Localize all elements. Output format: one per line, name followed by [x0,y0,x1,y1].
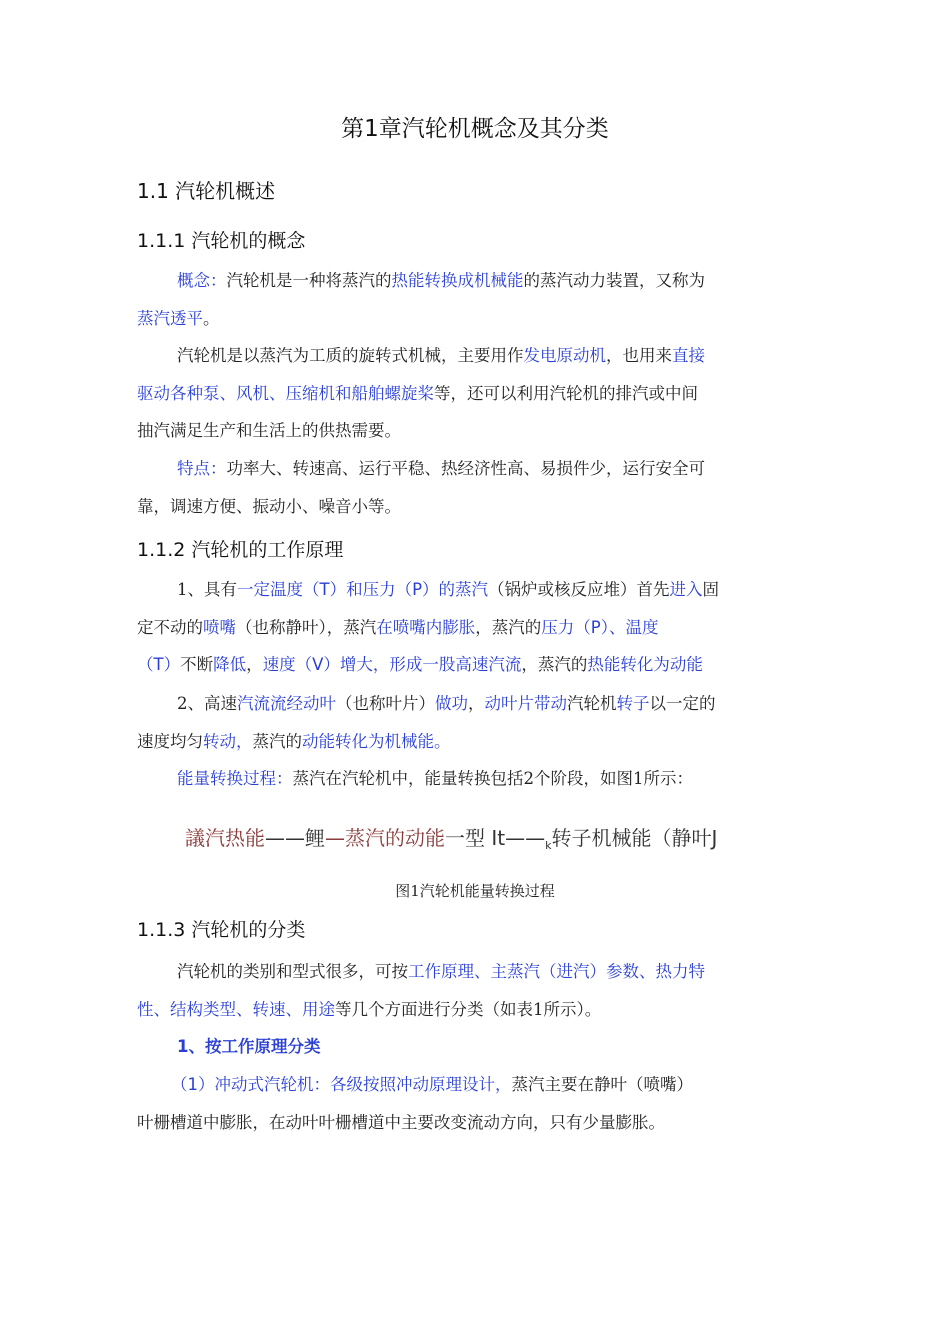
paragraph-line [137,488,797,526]
text: 汽轮机是以蒸汽为工质的旋转式机械，主要用作 [177,346,524,365]
subheading-by-principle: 1、按工作原理分类 [177,1037,321,1056]
highlight: 速度（V）增大，形成一股高速汽流 [262,655,522,674]
paragraph-features [137,450,797,525]
highlight: （1）冲动式汽轮机：各级按照冲动原理设计， [171,1075,512,1094]
paragraph-line [137,1028,797,1066]
paragraph-energy-process [137,760,797,798]
highlight: 热能转换成机械能 [391,271,524,290]
text: 定不动的 [137,617,203,637]
paragraph-line [137,300,797,338]
highlight: 汽流流经动叶 [237,694,336,713]
highlight: 进入 [669,580,703,599]
text: ， [246,655,263,674]
paragraph-line [137,337,797,375]
text: 蒸汽的 [252,731,302,751]
text: 的蒸汽动力装置，又称为 [523,271,705,290]
text: 速度均匀 [137,731,203,751]
text: （锅炉或核反应堆）首先 [488,580,670,599]
highlight: 在喷嘴内膨胀 [376,617,476,637]
flow-stage-mechanical: 转子机械能（静叶J [551,826,718,850]
paragraph-impulse-turbine [137,1066,797,1141]
paragraph-line [137,1104,797,1142]
paragraph-line [137,646,797,684]
section-heading-1-1-1: 1.1.1 汽轮机的概念 [137,230,306,252]
text: 叶栅槽道中膨胀，在动叶叶栅槽道中主要改变流动方向，只有少量膨胀。 [137,1112,665,1132]
text: 不断 [180,655,214,674]
paragraph-line [137,685,797,723]
paragraph-line [137,609,797,647]
energy-flow-diagram [185,822,805,852]
flow-stage-kinetic: —蒸汽的动能 [325,826,445,850]
paragraph-line [137,991,797,1029]
highlight: 动能转化为机械能。 [302,731,451,751]
highlight: 工作原理、主蒸汽（进汽）参数、热力特 [408,962,705,981]
paragraph-line [137,412,797,450]
text: ，蒸汽的 [521,655,588,674]
text: 等几个方面进行分类（如表1所示）。 [335,999,602,1019]
text: ， [468,694,485,713]
label-features: 特点： [177,459,227,478]
text: 等，还可以利用汽轮机的排汽或中间 [434,383,698,403]
highlight: 直接 [672,346,705,365]
paragraph-line [137,760,797,798]
paragraph-line [137,571,797,609]
highlight: 蒸汽透平 [137,308,203,328]
text: 汽轮机的类别和型式很多，可按 [177,962,408,981]
label-energy-process: 能量转换过程： [177,769,293,788]
section-heading-1-1-3: 1.1.3 汽轮机的分类 [137,919,306,941]
text: 靠，调速方便、振动小、噪音小等。 [137,496,401,516]
paragraph-line [137,723,797,761]
paragraph-concept [137,262,797,337]
section-heading-1-1-2: 1.1.2 汽轮机的工作原理 [137,539,344,561]
chapter-title: 第1章汽轮机概念及其分类 [341,116,609,142]
text: ，也用来 [606,346,672,365]
highlight: 热能转化为动能 [587,655,703,674]
flow-arrow: ——鲤 [265,826,325,850]
highlight: 转子 [616,694,650,713]
highlight: 发电原动机 [523,346,606,365]
paragraph-line [137,375,797,413]
highlight: 性、结构类型、转速、用途 [137,999,335,1019]
paragraph-line [137,1066,797,1104]
paragraph-principle-2 [137,685,797,760]
figure-caption: 图1汽轮机能量转换过程 [395,882,555,900]
text: ，蒸汽的 [475,617,542,637]
highlight: 动叶片带动 [484,694,567,713]
text: 2、高速 [177,694,237,713]
section-heading-1-1: 1.1 汽轮机概述 [137,179,276,203]
text: 。 [203,308,220,328]
paragraph-line [137,450,797,488]
highlight: 压力（P）、温度 [541,617,659,637]
highlight: 做功 [435,694,468,713]
text: 以一定的 [649,694,716,713]
paragraph-usage [137,337,797,450]
text: 功率大、转速高、运行平稳、热经济性高、易损件少，运行安全可 [226,459,705,478]
paragraph-principle-1 [137,571,797,684]
highlight: 转动， [203,731,253,751]
highlight: 喷嘴 [203,617,236,637]
text: （也称静叶），蒸汽 [236,617,377,637]
text: 1、具有 [177,580,237,599]
highlight: 降低 [213,655,247,674]
highlight: 驱动各种泵、风机、压缩机和船舶螺旋桨 [137,383,434,403]
text: （也称叶片） [336,694,435,713]
flow-subscript: k [545,839,552,852]
text: 抽汽满足生产和生活上的供热需要。 [137,421,401,440]
highlight: （T） [137,655,181,674]
text: 汽轮机是一种将蒸汽的 [226,271,392,290]
highlight: 一定温度（T）和压力（P）的蒸汽 [237,580,489,599]
paragraph-classification [137,953,797,1028]
text: 汽轮机 [567,694,617,713]
flow-arrow: 一型 It—— [445,826,546,850]
paragraph-by-principle [137,1028,797,1066]
text: 蒸汽主要在静叶（喷嘴） [511,1075,693,1094]
paragraph-line [137,262,797,300]
text: 固 [702,580,720,599]
label-concept: 概念： [177,271,227,290]
paragraph-line [137,953,797,991]
text: 蒸汽在汽轮机中，能量转换包括2个阶段，如图1所示： [292,769,693,788]
flow-stage-heat: 議汽热能 [185,826,265,850]
